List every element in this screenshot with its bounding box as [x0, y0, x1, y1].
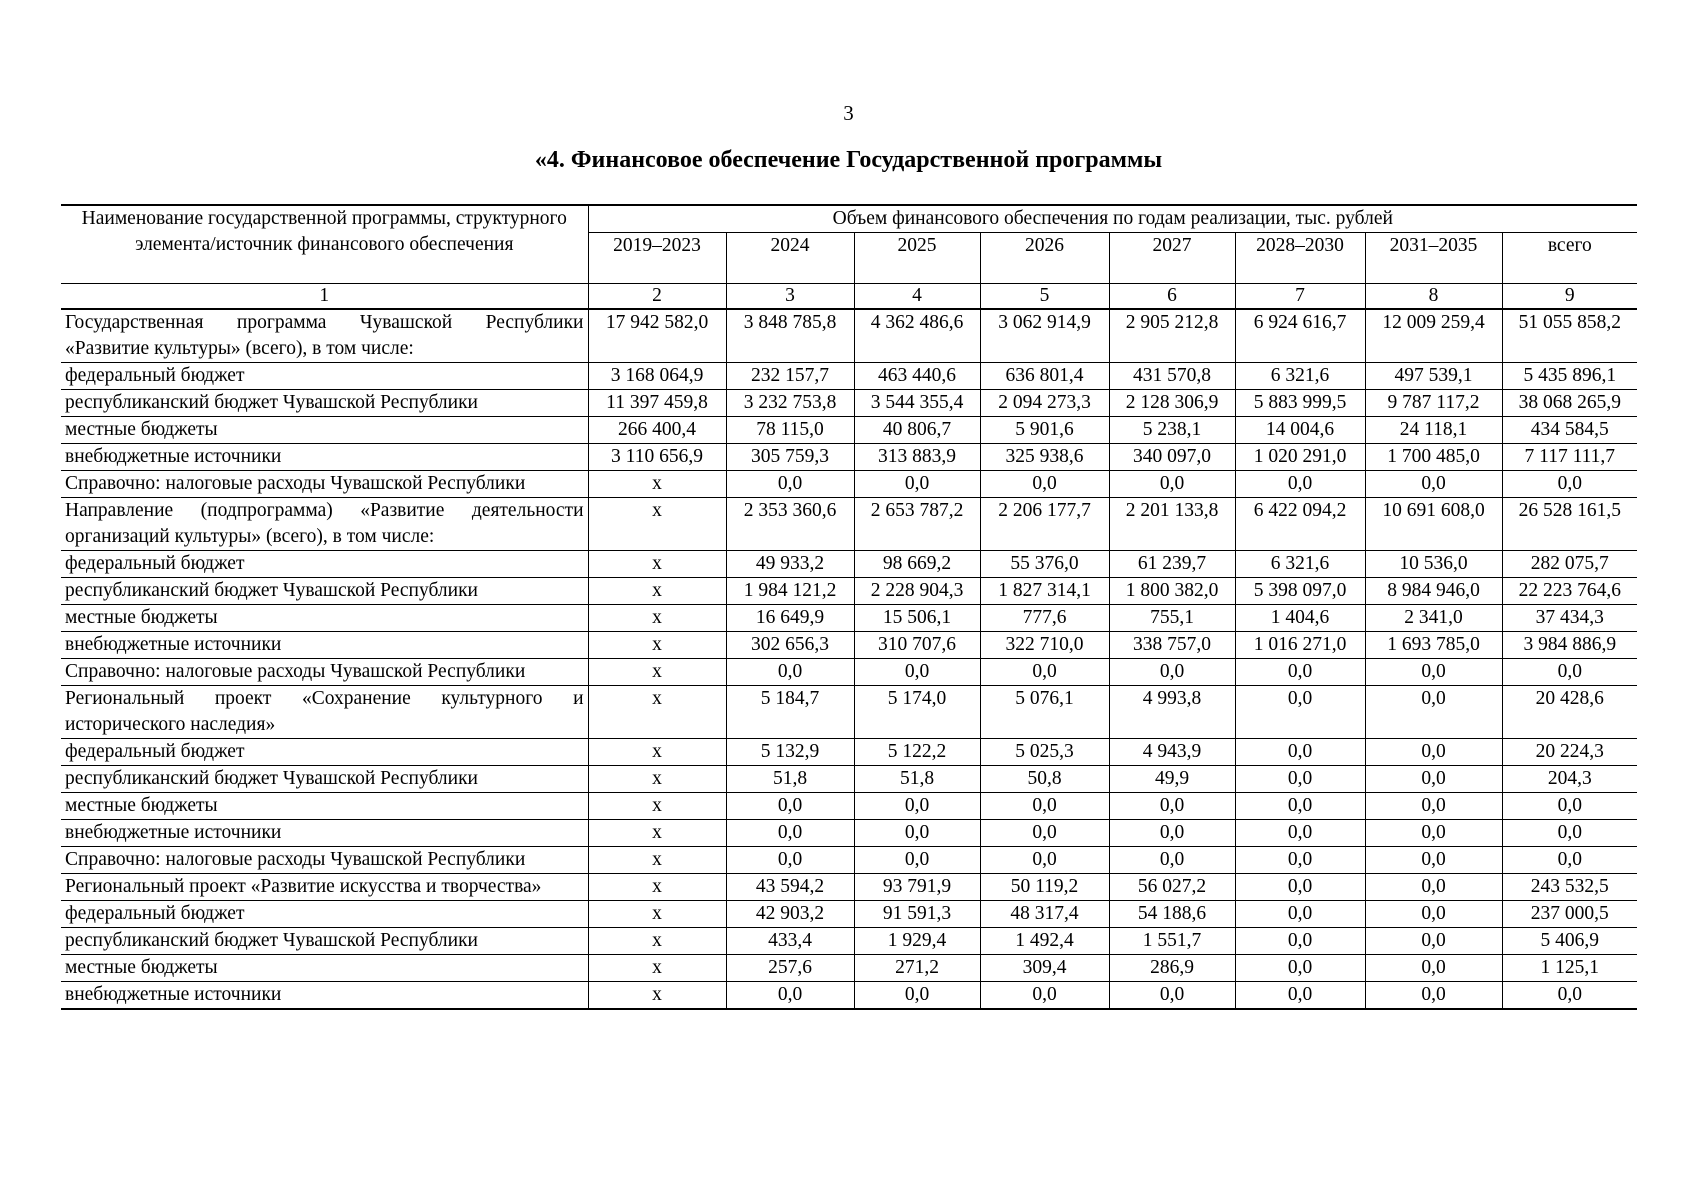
- value-cell: 1 492,4: [980, 928, 1109, 955]
- table-row: [61, 847, 1637, 874]
- value-cell: 0,0: [1235, 471, 1365, 498]
- value-cell: 6 422 094,2: [1235, 498, 1365, 551]
- header-year: 2026: [980, 233, 1109, 284]
- column-number: 1: [61, 284, 588, 310]
- header-year: 2028–2030: [1235, 233, 1365, 284]
- value-cell: 0,0: [1365, 686, 1502, 739]
- value-cell: 98 669,2: [854, 551, 980, 578]
- value-cell: 0,0: [980, 982, 1109, 1010]
- value-cell: 12 009 259,4: [1365, 309, 1502, 363]
- value-cell: 0,0: [980, 793, 1109, 820]
- value-cell: x: [588, 471, 726, 498]
- value-cell: 0,0: [1502, 793, 1637, 820]
- value-cell: 38 068 265,9: [1502, 390, 1637, 417]
- value-cell: 55 376,0: [980, 551, 1109, 578]
- value-cell: 49,9: [1109, 766, 1235, 793]
- value-cell: 0,0: [1235, 820, 1365, 847]
- value-cell: 431 570,8: [1109, 363, 1235, 390]
- value-cell: 309,4: [980, 955, 1109, 982]
- value-cell: 5 238,1: [1109, 417, 1235, 444]
- table-row: [61, 498, 1637, 551]
- value-cell: 54 188,6: [1109, 901, 1235, 928]
- value-cell: 0,0: [1502, 659, 1637, 686]
- value-cell: 0,0: [1502, 847, 1637, 874]
- value-cell: x: [588, 793, 726, 820]
- value-cell: 5 025,3: [980, 739, 1109, 766]
- header-name-column: Наименование государственной программы, структурного элемента/источник финансового обеспечения: [61, 205, 588, 284]
- value-cell: 91 591,3: [854, 901, 980, 928]
- value-cell: 310 707,6: [854, 632, 980, 659]
- value-cell: x: [588, 928, 726, 955]
- table-row: [61, 820, 1637, 847]
- table-row: [61, 928, 1637, 955]
- table-row: [61, 390, 1637, 417]
- value-cell: 3 544 355,4: [854, 390, 980, 417]
- column-number: 4: [854, 284, 980, 310]
- table-row: [61, 444, 1637, 471]
- value-cell: 4 943,9: [1109, 739, 1235, 766]
- row-name: Региональный проект «Развитие искусства и творчества»: [61, 874, 588, 901]
- table-row: [61, 739, 1637, 766]
- value-cell: 43 594,2: [726, 874, 854, 901]
- value-cell: 777,6: [980, 605, 1109, 632]
- value-cell: 237 000,5: [1502, 901, 1637, 928]
- table-row: [61, 874, 1637, 901]
- value-cell: 636 801,4: [980, 363, 1109, 390]
- value-cell: 0,0: [854, 847, 980, 874]
- value-cell: 0,0: [980, 471, 1109, 498]
- value-cell: 305 759,3: [726, 444, 854, 471]
- header-year: 2031–2035: [1365, 233, 1502, 284]
- header-year: 2019–2023: [588, 233, 726, 284]
- value-cell: 0,0: [1109, 471, 1235, 498]
- value-cell: 5 435 896,1: [1502, 363, 1637, 390]
- value-cell: 1 016 271,0: [1235, 632, 1365, 659]
- column-number: 8: [1365, 284, 1502, 310]
- value-cell: 0,0: [854, 793, 980, 820]
- value-cell: 0,0: [726, 793, 854, 820]
- value-cell: 26 528 161,5: [1502, 498, 1637, 551]
- value-cell: x: [588, 551, 726, 578]
- value-cell: 0,0: [1502, 471, 1637, 498]
- value-cell: 37 434,3: [1502, 605, 1637, 632]
- table-row: [61, 605, 1637, 632]
- value-cell: 282 075,7: [1502, 551, 1637, 578]
- value-cell: 0,0: [1109, 793, 1235, 820]
- value-cell: 0,0: [980, 847, 1109, 874]
- value-cell: 6 321,6: [1235, 363, 1365, 390]
- header-year: 2025: [854, 233, 980, 284]
- row-name: Направление (подпрограмма) «Развитие деятельности организаций культуры» (всего), в том числе:: [61, 498, 588, 551]
- value-cell: 24 118,1: [1365, 417, 1502, 444]
- value-cell: 257,6: [726, 955, 854, 982]
- value-cell: 0,0: [1365, 793, 1502, 820]
- value-cell: 17 942 582,0: [588, 309, 726, 363]
- value-cell: 340 097,0: [1109, 444, 1235, 471]
- value-cell: 49 933,2: [726, 551, 854, 578]
- row-name: федеральный бюджет: [61, 363, 588, 390]
- value-cell: 0,0: [726, 659, 854, 686]
- value-cell: 2 201 133,8: [1109, 498, 1235, 551]
- value-cell: 50,8: [980, 766, 1109, 793]
- value-cell: 10 536,0: [1365, 551, 1502, 578]
- row-name: республиканский бюджет Чувашской Республики: [61, 578, 588, 605]
- value-cell: 20 224,3: [1502, 739, 1637, 766]
- value-cell: 1 800 382,0: [1109, 578, 1235, 605]
- value-cell: 0,0: [726, 847, 854, 874]
- value-cell: x: [588, 739, 726, 766]
- row-name: федеральный бюджет: [61, 551, 588, 578]
- value-cell: 243 532,5: [1502, 874, 1637, 901]
- row-name: Справочно: налоговые расходы Чувашской Республики: [61, 659, 588, 686]
- value-cell: 0,0: [1365, 766, 1502, 793]
- value-cell: 5 174,0: [854, 686, 980, 739]
- table-row: [61, 417, 1637, 444]
- value-cell: x: [588, 901, 726, 928]
- value-cell: 302 656,3: [726, 632, 854, 659]
- value-cell: 266 400,4: [588, 417, 726, 444]
- value-cell: 497 539,1: [1365, 363, 1502, 390]
- value-cell: 2 206 177,7: [980, 498, 1109, 551]
- value-cell: 0,0: [1365, 739, 1502, 766]
- value-cell: 4 362 486,6: [854, 309, 980, 363]
- value-cell: 42 903,2: [726, 901, 854, 928]
- table-row: [61, 551, 1637, 578]
- value-cell: 5 398 097,0: [1235, 578, 1365, 605]
- value-cell: x: [588, 874, 726, 901]
- value-cell: 50 119,2: [980, 874, 1109, 901]
- value-cell: x: [588, 982, 726, 1010]
- table-row: [61, 363, 1637, 390]
- value-cell: 0,0: [980, 820, 1109, 847]
- value-cell: 0,0: [1365, 659, 1502, 686]
- row-name: внебюджетные источники: [61, 632, 588, 659]
- column-number: 5: [980, 284, 1109, 310]
- value-cell: 51,8: [726, 766, 854, 793]
- value-cell: 0,0: [726, 471, 854, 498]
- value-cell: 14 004,6: [1235, 417, 1365, 444]
- value-cell: 0,0: [1109, 847, 1235, 874]
- value-cell: 5 132,9: [726, 739, 854, 766]
- value-cell: 755,1: [1109, 605, 1235, 632]
- page-title: «4. Финансовое обеспечение Государственной программы: [534, 147, 1163, 173]
- value-cell: 7 117 111,7: [1502, 444, 1637, 471]
- value-cell: 2 094 273,3: [980, 390, 1109, 417]
- value-cell: x: [588, 820, 726, 847]
- table-row: [61, 686, 1637, 739]
- value-cell: 463 440,6: [854, 363, 980, 390]
- value-cell: 5 122,2: [854, 739, 980, 766]
- value-cell: 3 232 753,8: [726, 390, 854, 417]
- value-cell: x: [588, 578, 726, 605]
- row-name: местные бюджеты: [61, 793, 588, 820]
- value-cell: 325 938,6: [980, 444, 1109, 471]
- value-cell: 0,0: [1235, 659, 1365, 686]
- column-number: 2: [588, 284, 726, 310]
- row-name: республиканский бюджет Чувашской Республики: [61, 390, 588, 417]
- table-row: [61, 793, 1637, 820]
- value-cell: 2 228 904,3: [854, 578, 980, 605]
- value-cell: 4 993,8: [1109, 686, 1235, 739]
- value-cell: 51 055 858,2: [1502, 309, 1637, 363]
- table-row: [61, 632, 1637, 659]
- value-cell: 22 223 764,6: [1502, 578, 1637, 605]
- value-cell: 204,3: [1502, 766, 1637, 793]
- value-cell: 0,0: [1235, 739, 1365, 766]
- value-cell: x: [588, 498, 726, 551]
- value-cell: 6 924 616,7: [1235, 309, 1365, 363]
- value-cell: 1 551,7: [1109, 928, 1235, 955]
- row-name: республиканский бюджет Чувашской Республики: [61, 766, 588, 793]
- value-cell: 1 404,6: [1235, 605, 1365, 632]
- value-cell: 16 649,9: [726, 605, 854, 632]
- value-cell: 5 076,1: [980, 686, 1109, 739]
- value-cell: 10 691 608,0: [1365, 498, 1502, 551]
- value-cell: 2 341,0: [1365, 605, 1502, 632]
- value-cell: 9 787 117,2: [1365, 390, 1502, 417]
- value-cell: 3 984 886,9: [1502, 632, 1637, 659]
- value-cell: 20 428,6: [1502, 686, 1637, 739]
- column-number: 3: [726, 284, 854, 310]
- value-cell: 0,0: [1365, 820, 1502, 847]
- header-volume-group: Объем финансового обеспечения по годам реализации, тыс. рублей: [588, 205, 1637, 233]
- value-cell: 1 984 121,2: [726, 578, 854, 605]
- value-cell: 232 157,7: [726, 363, 854, 390]
- value-cell: 0,0: [1235, 982, 1365, 1010]
- header-total: всего: [1502, 233, 1637, 284]
- value-cell: 433,4: [726, 928, 854, 955]
- value-cell: 338 757,0: [1109, 632, 1235, 659]
- row-name: Государственная программа Чувашской Республики «Развитие культуры» (всего), в том числе:: [61, 309, 588, 363]
- value-cell: 1 693 785,0: [1365, 632, 1502, 659]
- value-cell: 0,0: [1235, 686, 1365, 739]
- table-row: [61, 659, 1637, 686]
- column-number: 9: [1502, 284, 1637, 310]
- value-cell: 0,0: [1235, 766, 1365, 793]
- row-name: местные бюджеты: [61, 417, 588, 444]
- value-cell: 0,0: [726, 982, 854, 1010]
- row-name: Региональный проект «Сохранение культурного и исторического наследия»: [61, 686, 588, 739]
- value-cell: 0,0: [1365, 847, 1502, 874]
- value-cell: 0,0: [1235, 874, 1365, 901]
- value-cell: 271,2: [854, 955, 980, 982]
- table-row: [61, 471, 1637, 498]
- value-cell: 0,0: [1365, 982, 1502, 1010]
- row-name: федеральный бюджет: [61, 739, 588, 766]
- value-cell: 5 406,9: [1502, 928, 1637, 955]
- value-cell: 1 929,4: [854, 928, 980, 955]
- value-cell: 2 353 360,6: [726, 498, 854, 551]
- value-cell: 0,0: [1235, 793, 1365, 820]
- value-cell: 0,0: [854, 471, 980, 498]
- row-name: федеральный бюджет: [61, 901, 588, 928]
- value-cell: 0,0: [1109, 659, 1235, 686]
- value-cell: 0,0: [1365, 928, 1502, 955]
- value-cell: x: [588, 632, 726, 659]
- value-cell: 0,0: [1235, 928, 1365, 955]
- value-cell: 0,0: [1235, 847, 1365, 874]
- value-cell: x: [588, 955, 726, 982]
- value-cell: 48 317,4: [980, 901, 1109, 928]
- page-number: 3: [843, 101, 854, 125]
- value-cell: 0,0: [1109, 820, 1235, 847]
- value-cell: 15 506,1: [854, 605, 980, 632]
- table-row: [61, 955, 1637, 982]
- value-cell: 93 791,9: [854, 874, 980, 901]
- value-cell: 2 128 306,9: [1109, 390, 1235, 417]
- value-cell: 0,0: [1365, 901, 1502, 928]
- value-cell: 3 848 785,8: [726, 309, 854, 363]
- value-cell: 6 321,6: [1235, 551, 1365, 578]
- value-cell: 313 883,9: [854, 444, 980, 471]
- row-name: местные бюджеты: [61, 605, 588, 632]
- value-cell: 1 700 485,0: [1365, 444, 1502, 471]
- value-cell: x: [588, 847, 726, 874]
- table-row: [61, 578, 1637, 605]
- value-cell: 322 710,0: [980, 632, 1109, 659]
- value-cell: 1 020 291,0: [1235, 444, 1365, 471]
- value-cell: 0,0: [1109, 982, 1235, 1010]
- value-cell: x: [588, 605, 726, 632]
- row-name: Справочно: налоговые расходы Чувашской Республики: [61, 471, 588, 498]
- header-year: 2027: [1109, 233, 1235, 284]
- value-cell: 1 827 314,1: [980, 578, 1109, 605]
- value-cell: 0,0: [854, 659, 980, 686]
- value-cell: x: [588, 686, 726, 739]
- value-cell: 5 883 999,5: [1235, 390, 1365, 417]
- header-year: 2024: [726, 233, 854, 284]
- value-cell: 0,0: [980, 659, 1109, 686]
- value-cell: 40 806,7: [854, 417, 980, 444]
- value-cell: x: [588, 766, 726, 793]
- value-cell: 0,0: [1365, 471, 1502, 498]
- row-name: внебюджетные источники: [61, 982, 588, 1010]
- value-cell: 0,0: [1235, 901, 1365, 928]
- value-cell: 8 984 946,0: [1365, 578, 1502, 605]
- table-body: [61, 309, 1637, 1009]
- value-cell: 1 125,1: [1502, 955, 1637, 982]
- row-name: местные бюджеты: [61, 955, 588, 982]
- financing-table: [61, 204, 1637, 1010]
- table-row: [61, 982, 1637, 1010]
- table-row: [61, 309, 1637, 363]
- value-cell: 0,0: [726, 820, 854, 847]
- value-cell: 0,0: [854, 982, 980, 1010]
- value-cell: 2 653 787,2: [854, 498, 980, 551]
- value-cell: 2 905 212,8: [1109, 309, 1235, 363]
- row-name: внебюджетные источники: [61, 444, 588, 471]
- value-cell: 5 901,6: [980, 417, 1109, 444]
- value-cell: 0,0: [1235, 955, 1365, 982]
- value-cell: 78 115,0: [726, 417, 854, 444]
- value-cell: 3 062 914,9: [980, 309, 1109, 363]
- value-cell: 51,8: [854, 766, 980, 793]
- value-cell: 56 027,2: [1109, 874, 1235, 901]
- value-cell: 434 584,5: [1502, 417, 1637, 444]
- column-number: 6: [1109, 284, 1235, 310]
- table-row: [61, 766, 1637, 793]
- column-number: 7: [1235, 284, 1365, 310]
- value-cell: 0,0: [1502, 982, 1637, 1010]
- value-cell: 0,0: [1365, 955, 1502, 982]
- row-name: Справочно: налоговые расходы Чувашской Республики: [61, 847, 588, 874]
- table-row: [61, 901, 1637, 928]
- value-cell: 286,9: [1109, 955, 1235, 982]
- value-cell: 3 110 656,9: [588, 444, 726, 471]
- value-cell: 3 168 064,9: [588, 363, 726, 390]
- row-name: республиканский бюджет Чувашской Республики: [61, 928, 588, 955]
- value-cell: 61 239,7: [1109, 551, 1235, 578]
- value-cell: 11 397 459,8: [588, 390, 726, 417]
- value-cell: 0,0: [1365, 874, 1502, 901]
- value-cell: x: [588, 659, 726, 686]
- value-cell: 5 184,7: [726, 686, 854, 739]
- value-cell: 0,0: [854, 820, 980, 847]
- row-name: внебюджетные источники: [61, 820, 588, 847]
- value-cell: 0,0: [1502, 820, 1637, 847]
